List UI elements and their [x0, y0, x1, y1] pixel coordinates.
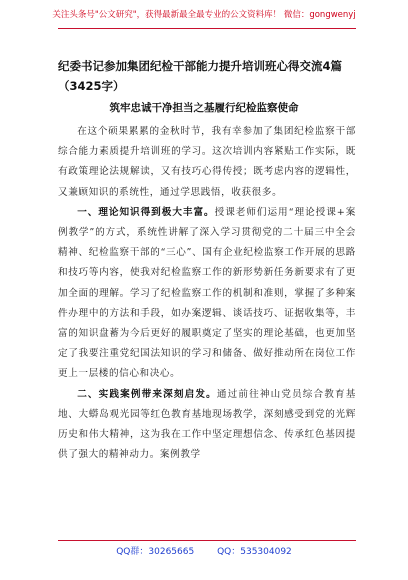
paragraph-lead: 一、理论知识得到极大丰富。: [77, 206, 215, 218]
document-subtitle: 筑牢忠诚干净担当之基履行纪检监察使命: [109, 102, 299, 114]
paragraph: [58, 385, 356, 466]
paragraph: [58, 203, 356, 385]
header-banner: 关注头条号"公文研究"，获得最新最全最专业的公文资料库！ 微信：gongwenyj: [52, 10, 356, 20]
footer-contact: [0, 544, 408, 557]
qq-text: QQ：535304092: [217, 547, 292, 557]
header-divider: [58, 28, 356, 29]
qq-group-text: QQ群：30265665: [116, 547, 195, 557]
paragraph-text: 在这个硕果累累的金秋时节，我有幸参加了集团纪检监察干部综合能力素质提升培训班的学习。这次培训内容紧贴工作实际，既有政策理论法规解读，又有技巧心得传授；既考虑内容的逻辑性，又兼顾知识的系统性，通过学思践悟，收获很多。: [58, 126, 356, 198]
document-title: 纪委书记参加集团纪检干部能力提升培训班心得交流4篇（3425字）: [58, 59, 342, 93]
paragraph-text: 授课老师们运用“理论授课+案例教学”的方式，系统性讲解了深入学习贯彻党的二十届三中全会精神、纪检监察干部的“三心”、国有企业纪检监察工作开展的思路和技巧等内容，使我对纪检监察工作的新形势新任务新要求有了更加全面的理解。学习了纪检监察工作的机制和准则，掌握了多种案件办理中的方法和手段，如办案逻辑、谈话技巧、证据收集等，丰富的知识盘蓄为今后更好的履职奠定了坚实的理论基础，也更加坚定了我要注重党纪国法知识的学习和储备、做好推动所在岗位工作更上一层楼的信心和决心。: [58, 206, 356, 380]
paragraph: [58, 122, 356, 203]
footer-divider: [58, 540, 356, 541]
document-body: [58, 122, 356, 465]
paragraph-text: 通过前往神山党员综合教育基地、大蟒岛观光园等红色教育基地现场教学，深刻感受到党的光辉历史和伟大精神，这为我在工作中坚定理想信念、传承红色基因提供了强大的精神动力。案例教学: [58, 388, 356, 461]
paragraph-lead: 二、实践案例带来深刻启发。: [77, 388, 217, 400]
